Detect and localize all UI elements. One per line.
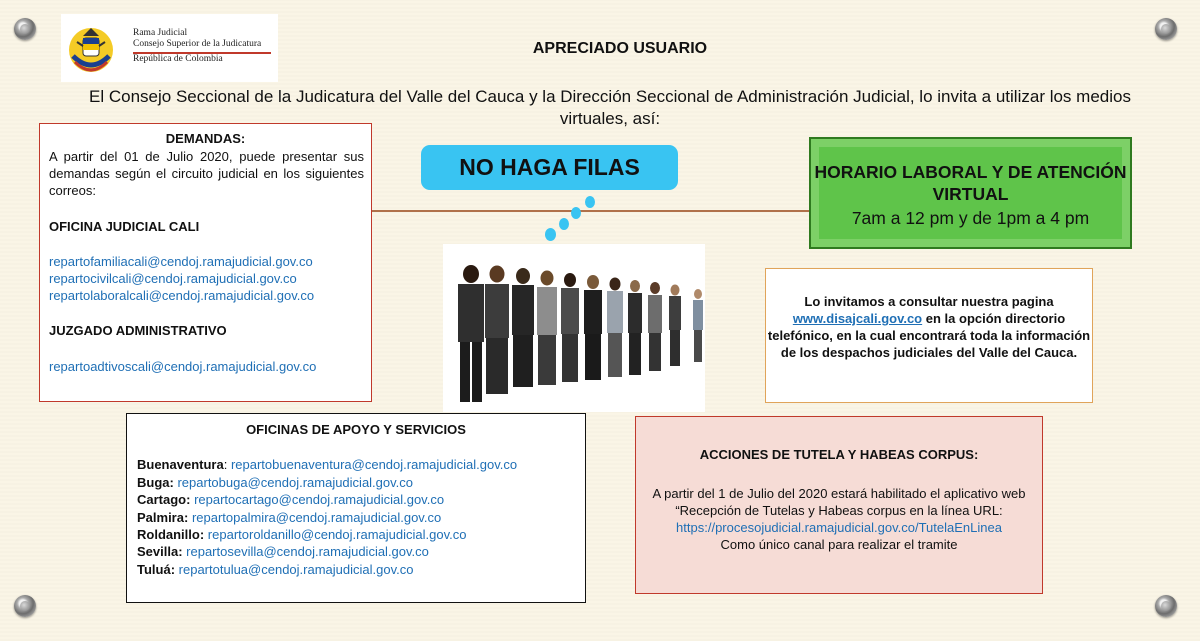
demandas-box: [39, 123, 372, 402]
consulta-text-1: Lo invitamos a consultar nuestra pagina: [804, 294, 1054, 309]
city-email-link[interactable]: repartosevilla@cendoj.ramajudicial.gov.co: [186, 544, 429, 559]
email-link-familia[interactable]: repartofamiliacali@cendoj.ramajudicial.gov.co: [49, 254, 313, 269]
pushpin-icon: [14, 595, 36, 617]
oficinas-header: OFICINAS DE APOYO Y SERVICIOS: [246, 422, 466, 437]
tutela-body: [648, 485, 1030, 553]
thought-bubble-dot: [585, 196, 595, 208]
city-name: Roldanillo:: [137, 527, 205, 542]
list-item: [137, 456, 517, 473]
email-link-adtivos[interactable]: repartoadtivoscali@cendoj.ramajudicial.gov.co: [49, 359, 317, 374]
tutela-url-link[interactable]: https://procesojudicial.ramajudicial.gov.co/TutelaEnLinea: [676, 520, 1002, 535]
connector-line: [372, 210, 812, 212]
oficina-judicial-title: OFICINA JUDICIAL CALI: [49, 219, 200, 234]
consulta-text-3: en la opción directorio telefónico, en la cual encontrará toda la información de los despachos judiciales del Valle del Cauca.: [767, 311, 1091, 360]
logo-divider: [133, 52, 271, 54]
tutela-description: A partir del 1 de Julio del 2020 estará habilitado el aplicativo web “Recepción de Tutelas y Habeas corpus en la línea URL:: [652, 486, 1026, 518]
horario-box: [809, 137, 1132, 249]
city-email-link[interactable]: repartobuga@cendoj.ramajudicial.gov.co: [177, 475, 414, 490]
tutela-footer: Como único canal para realizar el tramite: [720, 537, 958, 552]
city-email-link[interactable]: repartotulua@cendoj.ramajudicial.gov.co: [178, 562, 414, 577]
thought-bubble-dot: [559, 218, 569, 230]
city-name: Buga:: [137, 475, 174, 490]
list-item: [137, 543, 429, 560]
intro-text: El Consejo Seccional de la Judicatura del Valle del Cauca y la Dirección Seccional de Administración Judicial, lo invita a utilizar los medios virtuales, así:: [89, 87, 1131, 128]
oficinas-apoyo-box: [126, 413, 586, 603]
list-item: [137, 491, 444, 508]
city-email-link[interactable]: repartopalmira@cendoj.ramajudicial.gov.co: [191, 510, 442, 525]
people-queue-image: [443, 244, 705, 412]
email-link-laboral[interactable]: repartolaboralcali@cendoj.ramajudicial.gov.co: [49, 288, 315, 303]
pushpin-icon: [1155, 18, 1177, 40]
logo-line-2: Consejo Superior de la Judicatura: [133, 39, 262, 49]
city-name: Palmira:: [137, 510, 189, 525]
city-name: Sevilla:: [137, 544, 183, 559]
demandas-description: A partir del 01 de Julio 2020, puede presentar sus demandas según el circuito judicial en los siguientes correos:: [49, 149, 364, 198]
consulta-box: [765, 268, 1093, 403]
logo-line-1: Rama Judicial: [133, 28, 188, 38]
list-item: [137, 474, 413, 491]
tutela-box: [635, 416, 1043, 594]
pushpin-icon: [14, 18, 36, 40]
city-name: Tuluá:: [137, 562, 176, 577]
disajcali-link[interactable]: www.disajcali.gov.co: [792, 311, 923, 326]
list-item: [137, 509, 441, 526]
city-email-link[interactable]: repartocartago@cendoj.ramajudicial.gov.co: [194, 492, 445, 507]
city-email-link[interactable]: repartoroldanillo@cendoj.ramajudicial.gov.co: [207, 527, 467, 542]
tutela-header: ACCIONES DE TUTELA Y HABEAS CORPUS:: [699, 447, 979, 462]
city-name: Cartago:: [137, 492, 191, 507]
rama-judicial-logo: [61, 14, 278, 82]
juzgado-administrativo-title: JUZGADO ADMINISTRATIVO: [49, 323, 227, 338]
pushpin-icon: [1155, 595, 1177, 617]
horario-title: HORARIO LABORAL Y DE ATENCIÓN VIRTUAL: [814, 162, 1127, 204]
email-link-civil[interactable]: repartocivilcali@cendoj.ramajudicial.gov.co: [49, 271, 297, 286]
no-haga-filas-banner: NO HAGA FILAS: [421, 145, 678, 190]
thought-bubble-dot: [571, 207, 581, 219]
list-item: [137, 561, 413, 578]
list-item: [137, 526, 466, 543]
logo-line-3: República de Colombia: [133, 54, 223, 64]
thought-bubble-dot: [545, 228, 556, 241]
page-title: APRECIADO USUARIO: [532, 40, 708, 57]
city-email-link[interactable]: repartobuenaventura@cendoj.ramajudicial.gov.co: [230, 457, 518, 472]
city-sep: :: [223, 457, 231, 472]
horario-hours: 7am a 12 pm y de 1pm a 4 pm: [851, 208, 1090, 228]
coat-of-arms-icon: [67, 22, 115, 74]
city-name: Buenaventura: [137, 457, 224, 472]
logo-text: [133, 28, 261, 65]
demandas-header: DEMANDAS:: [165, 131, 246, 146]
